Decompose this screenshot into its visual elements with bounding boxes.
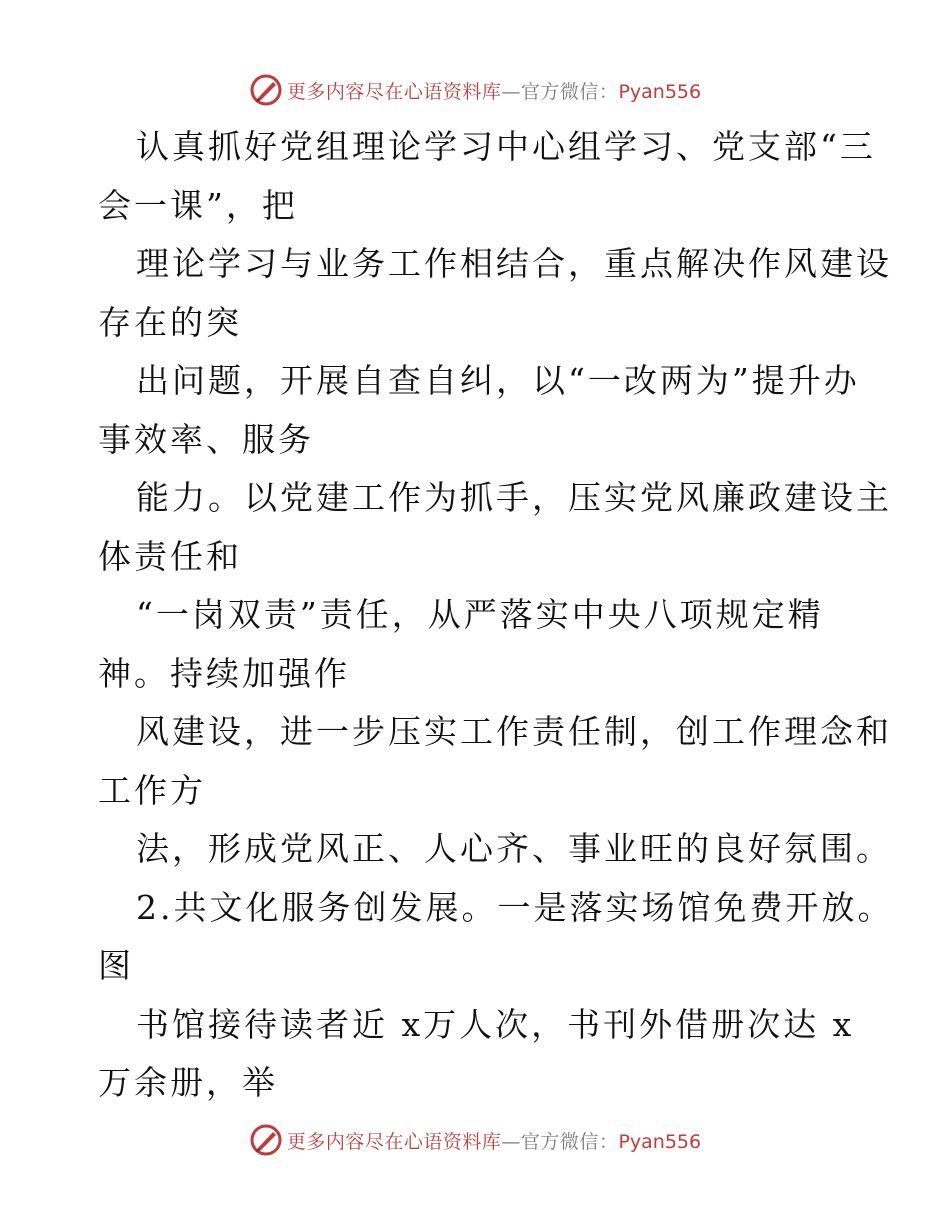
body-line: 会一课”，把 [98, 185, 298, 225]
body-line: 风建设，进一步压实工作责任制，创工作理念和 [136, 712, 892, 751]
body-line: 事效率、服务 [98, 419, 314, 459]
watermark-official-label: 官方微信： [520, 80, 619, 103]
body-line: 2.共文化服务创发展。一是落实场馆免费开放。 [136, 887, 894, 927]
header-watermark-banner [0, 68, 950, 112]
body-line: “一岗双责”责任，从严落实中央八项规定精 [136, 595, 824, 634]
footer-watermark-banner [0, 1118, 950, 1162]
watermark-wechat-id: Pyan556 [618, 80, 702, 103]
pen-seal-icon [249, 73, 283, 107]
body-line: 万余册，举 [98, 1063, 278, 1102]
body-line: 法，形成党风正、人心齐、事业旺的良好氛围。 [136, 829, 892, 868]
body-line: 神。持续加强作 [98, 653, 350, 693]
watermark-main-text: 更多内容尽在心语资料库 [286, 80, 502, 103]
body-line: 认真抓好党组理论学习中心组学习、党支部“三 [136, 127, 876, 166]
watermark-text [287, 1127, 701, 1154]
pen-seal-icon [249, 1123, 283, 1157]
body-line: 工作方 [98, 770, 206, 810]
watermark-text [287, 77, 701, 104]
document-body [98, 118, 894, 1113]
watermark-separator: — [501, 1130, 521, 1153]
watermark-separator: — [501, 80, 521, 103]
body-line: 存在的突 [98, 302, 242, 342]
body-line: 体责任和 [98, 536, 242, 576]
body-line: 能力。以党建工作为抓手，压实党风廉政建设主 [136, 478, 892, 517]
body-line: 理论学习与业务工作相结合，重点解决作风建设 [136, 244, 892, 283]
watermark-main-text: 更多内容尽在心语资料库 [286, 1130, 502, 1153]
watermark-wechat-id: Pyan556 [618, 1130, 702, 1153]
body-line: 书馆接待读者近 x万人次，书刊外借册次达 x [136, 1004, 855, 1044]
body-line: 出问题，开展自查自纠，以“一改两为”提升办 [136, 361, 860, 400]
body-line: 图 [98, 946, 134, 985]
watermark-official-label: 官方微信： [520, 1130, 619, 1153]
